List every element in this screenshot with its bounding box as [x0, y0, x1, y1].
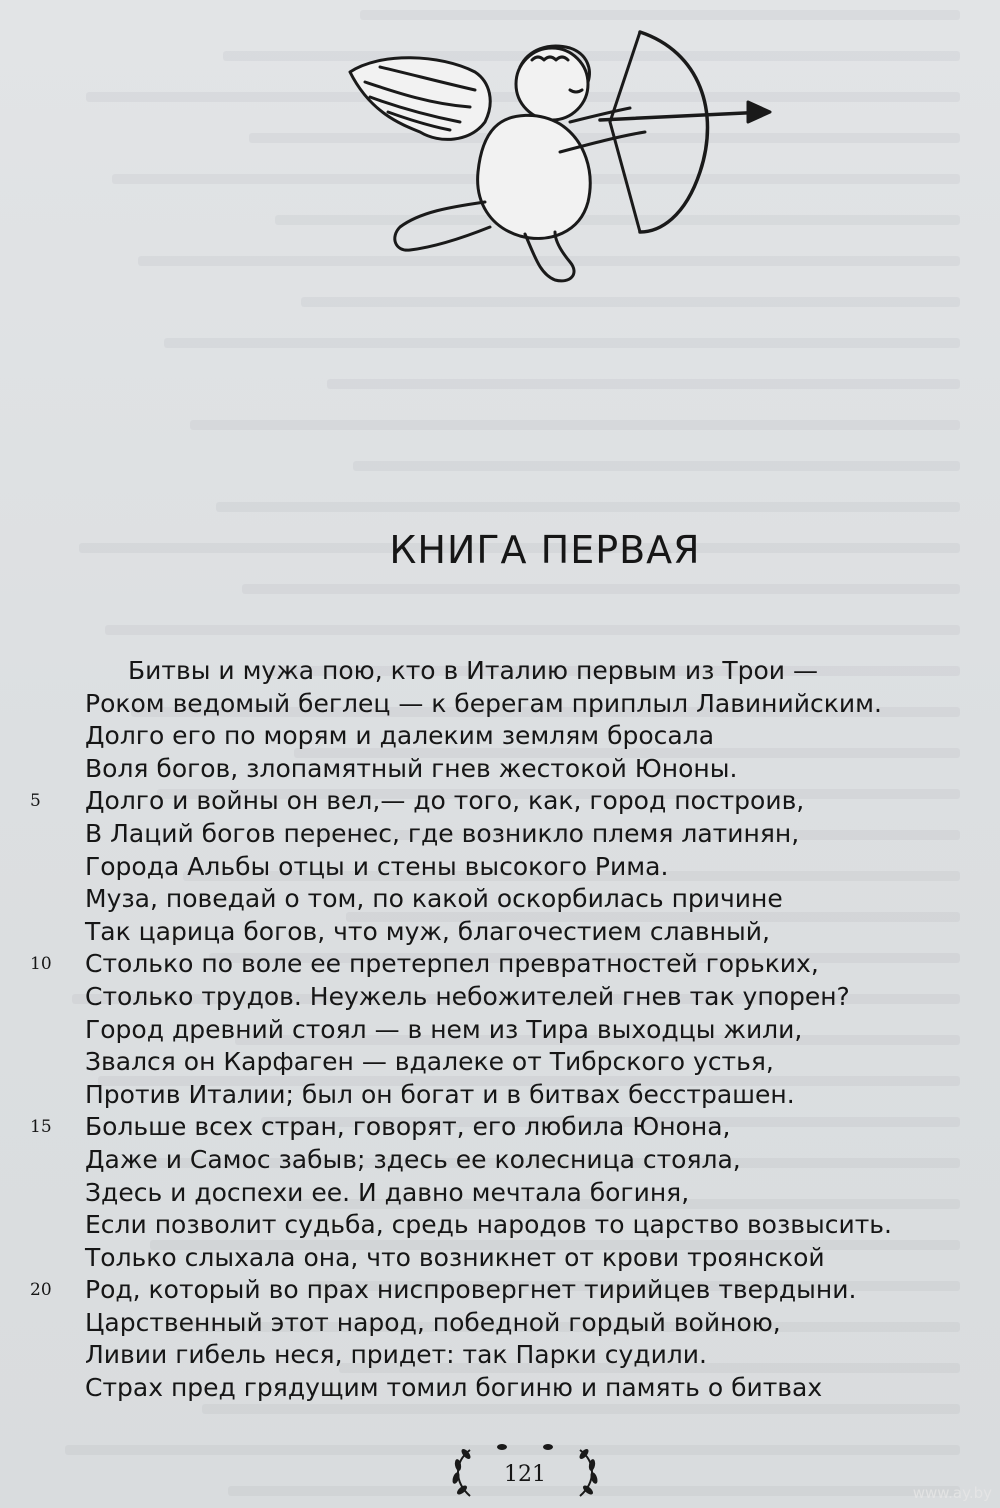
watermark: www.ay.by: [912, 1484, 992, 1502]
poem-line-text: Роком ведомый беглец — к берегам приплыл Лавинийским.: [85, 688, 882, 718]
poem-line: [0, 655, 1000, 688]
poem-line-text: Столько по воле ее претерпел превратностей горьких,: [85, 949, 819, 979]
poem-line-text: Ливии гибель неся, придет: так Парки судили.: [85, 1340, 707, 1370]
poem-line: [0, 785, 1000, 818]
poem-line: [0, 1046, 1000, 1079]
poem-line-text: Битвы и мужа пою, кто в Италию первым из Трои —: [128, 656, 818, 685]
poem-text: [0, 655, 1000, 1405]
poem-line-text: Род, который во прах ниспровергнет тирийцев твердыни.: [85, 1275, 857, 1305]
poem-line: [0, 1242, 1000, 1275]
poem-line-text: В Лаций богов перенес, где возникло племя латинян,: [85, 818, 800, 848]
poem-line-text: Воля богов, злопамятный гнев жестокой Юноны.: [85, 753, 738, 783]
poem-line: [0, 1079, 1000, 1112]
line-number: 20: [30, 1280, 52, 1301]
poem-line-text: Больше всех стран, говорят, его любила Юнона,: [85, 1112, 731, 1142]
poem-line-text: Столько трудов. Неужель небожителей гнев так упорен?: [85, 981, 850, 1011]
line-number: 15: [30, 1117, 52, 1138]
poem-line: [0, 981, 1000, 1014]
poem-line-text: Город древний стоял — в нем из Тира выходцы жили,: [85, 1014, 803, 1044]
poem-line: [0, 916, 1000, 949]
poem-line: [0, 818, 1000, 851]
poem-line-text: Царственный этот народ, победной гордый войною,: [85, 1307, 781, 1337]
poem-line-text: Города Альбы отцы и стены высокого Рима.: [85, 851, 669, 881]
poem-line-text: Против Италии; был он богат и в битвах бесстрашен.: [85, 1079, 795, 1109]
poem-line-text: Даже и Самос забыв; здесь ее колесница стояла,: [85, 1144, 741, 1174]
poem-line: [0, 753, 1000, 786]
poem-line: [0, 851, 1000, 884]
poem-line: [0, 1177, 1000, 1210]
page-number: 121: [504, 1462, 546, 1487]
line-number: 10: [30, 954, 52, 975]
poem-line: [0, 720, 1000, 753]
poem-line: [0, 883, 1000, 916]
poem-line-text: Если позволит судьба, средь народов то царство возвысить.: [85, 1210, 892, 1240]
poem-line: [0, 1339, 1000, 1372]
poem-line: [0, 1274, 1000, 1307]
poem-line: [0, 1209, 1000, 1242]
cupid-illustration: [270, 12, 780, 302]
page-title: КНИГА ПЕРВАЯ: [389, 528, 701, 572]
poem-line-text: Долго и войны он вел,— до того, как, город построив,: [85, 786, 805, 816]
poem-line: [0, 1111, 1000, 1144]
poem-line-text: Звался он Карфаген — вдалеке от Тибрского устья,: [85, 1047, 774, 1077]
poem-line: [0, 948, 1000, 981]
poem-line: [0, 1372, 1000, 1405]
poem-line-text: Только слыхала она, что возникнет от крови троянской: [85, 1242, 825, 1272]
poem-line: [0, 688, 1000, 721]
poem-line-text: Страх пред грядущим томил богиню и память о битвах: [85, 1373, 823, 1403]
poem-line-text: Здесь и доспехи ее. И давно мечтала богиня,: [85, 1177, 690, 1207]
poem-line: [0, 1144, 1000, 1177]
poem-line-text: Долго его по морям и далеким землям бросала: [85, 721, 715, 751]
poem-line: [0, 1307, 1000, 1340]
poem-line-text: Так царица богов, что муж, благочестием славный,: [85, 916, 770, 946]
poem-line: [0, 1014, 1000, 1047]
poem-line-text: Муза, поведай о том, по какой оскорбилась причине: [85, 884, 783, 914]
page-footer: [440, 1432, 610, 1508]
line-number: 5: [30, 791, 41, 812]
